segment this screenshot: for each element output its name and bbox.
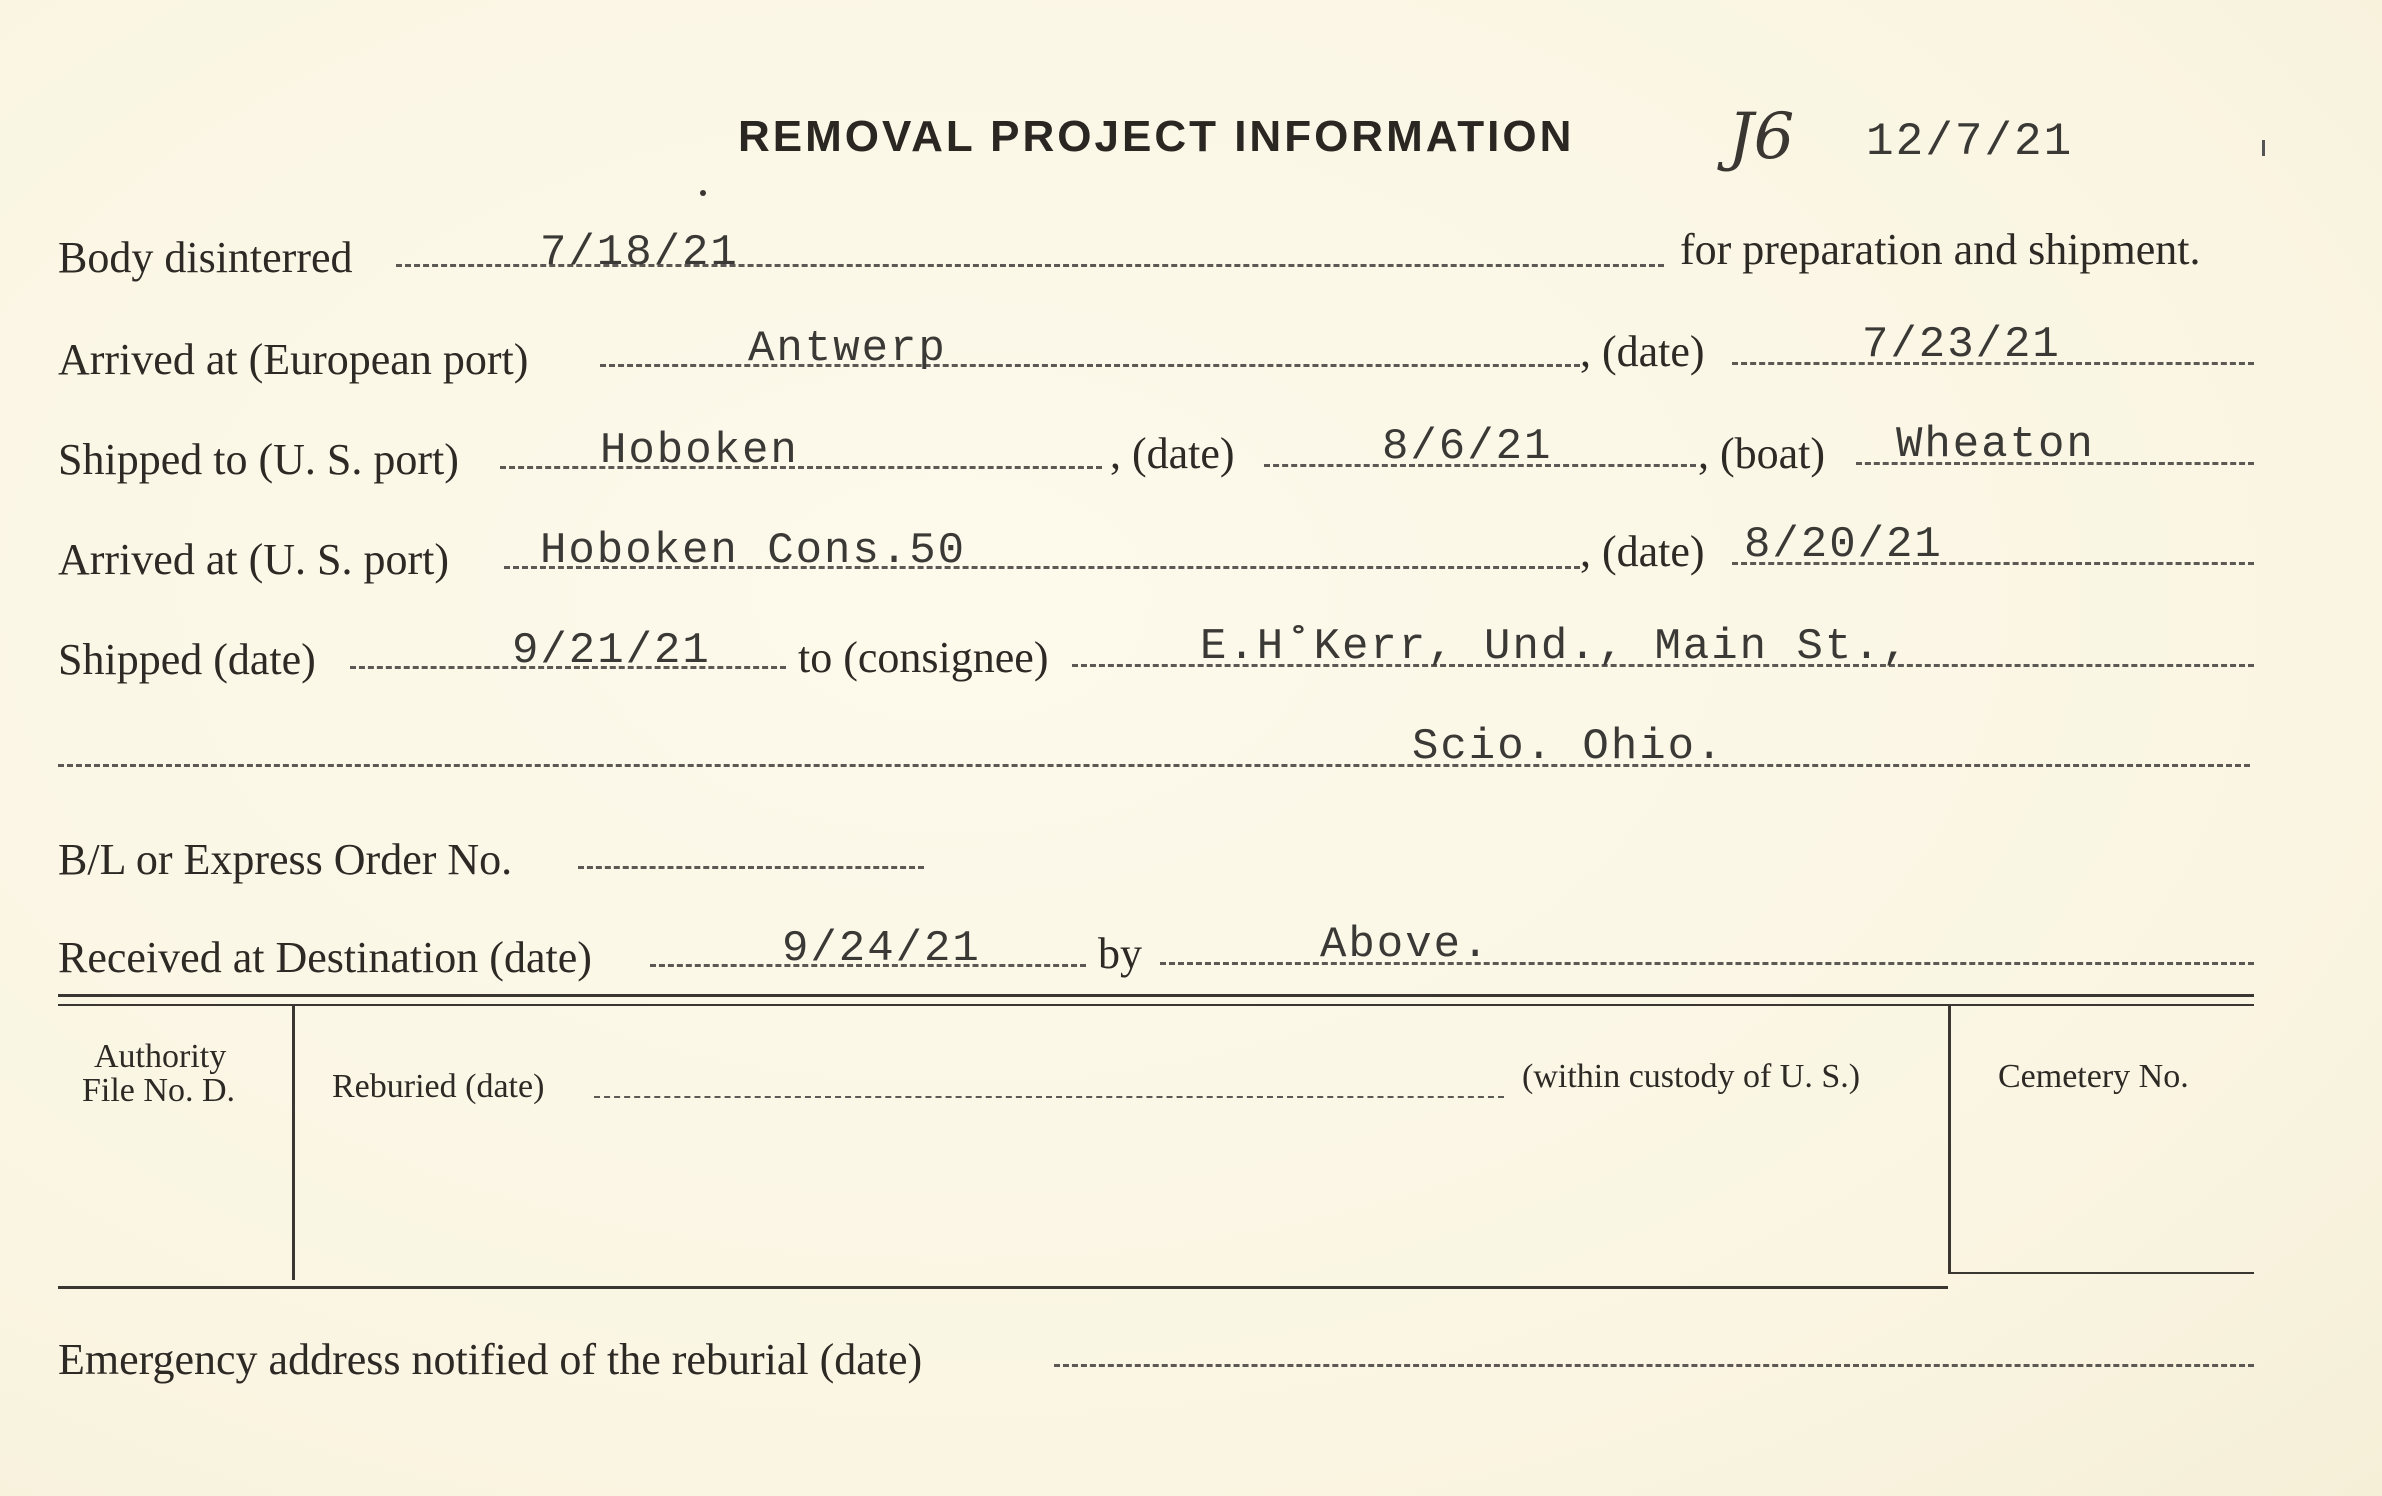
cemetery-label: Cemetery No. xyxy=(1998,1058,2189,1095)
received-value: 9/24/21 xyxy=(782,924,981,974)
consignee-value: E.H˚Kerr, Und., Main St., xyxy=(1200,622,1911,672)
shipped-date-label: Shipped (date) xyxy=(58,635,316,684)
consignee-line2: Scio. Ohio. xyxy=(1412,722,1725,772)
fill-line xyxy=(578,866,924,869)
body-disinterred-value: 7/18/21 xyxy=(540,228,739,278)
fill-line xyxy=(58,764,2250,767)
received-label: Received at Destination (date) xyxy=(58,933,592,982)
authority-label-line2: File No. D. xyxy=(82,1072,235,1109)
received-by-value: Above. xyxy=(1320,920,1491,970)
body-disinterred-suffix: for preparation and shipment. xyxy=(1680,225,2201,274)
arrived-eu-value: Antwerp xyxy=(748,324,947,374)
ink-speck xyxy=(700,190,706,196)
arrived-eu-label: Arrived at (European port) xyxy=(58,335,529,384)
arrived-eu-date-label: , (date) xyxy=(1580,327,1705,376)
fill-line xyxy=(500,466,1102,469)
fill-line xyxy=(594,1096,1504,1098)
arrived-us-date-label: , (date) xyxy=(1580,527,1705,576)
table-top-rule xyxy=(58,994,2254,997)
arrived-us-value: Hoboken Cons.50 xyxy=(540,526,967,576)
reburied-label: Reburied (date) xyxy=(332,1068,545,1105)
arrived-us-label: Arrived at (U. S. port) xyxy=(58,535,450,584)
shipped-us-label: Shipped to (U. S. port) xyxy=(58,435,459,484)
shipped-us-boat-value: Wheaton xyxy=(1896,420,2095,470)
shipped-us-value: Hoboken xyxy=(600,426,799,476)
card-title: REMOVAL PROJECT INFORMATION xyxy=(738,112,1575,161)
shipped-date-value: 9/21/21 xyxy=(512,626,711,676)
table-divider-right xyxy=(1948,1006,1951,1274)
emergency-label: Emergency address notified of the reburial (date) xyxy=(58,1335,923,1384)
shipped-us-date-label: , (date) xyxy=(1110,429,1235,478)
ink-speck xyxy=(2262,140,2265,156)
cemetery-bottom-rule xyxy=(1950,1272,2254,1274)
arrived-us-date-value: 8/20/21 xyxy=(1744,520,1943,570)
received-by-label: by xyxy=(1098,929,1142,978)
custody-label: (within custody of U. S.) xyxy=(1522,1058,1861,1095)
shipped-us-boat-label: , (boat) xyxy=(1698,429,1826,478)
table-divider-left xyxy=(292,1006,295,1280)
fill-line xyxy=(1054,1364,2254,1367)
consignee-label: to (consignee) xyxy=(798,633,1049,682)
header-date: 12/7/21 xyxy=(1866,116,2074,168)
body-disinterred-label: Body disinterred xyxy=(58,233,353,282)
shipped-us-date-value: 8/6/21 xyxy=(1382,422,1553,472)
bl-label: B/L or Express Order No. xyxy=(58,835,513,884)
handwritten-initials: J6 xyxy=(1728,100,1795,174)
fill-line xyxy=(600,364,1580,367)
authority-label-line1: Authority xyxy=(94,1038,227,1075)
arrived-eu-date-value: 7/23/21 xyxy=(1862,320,2061,370)
table-bottom-rule xyxy=(58,1286,1948,1289)
table-top-rule-2 xyxy=(58,1004,2254,1006)
